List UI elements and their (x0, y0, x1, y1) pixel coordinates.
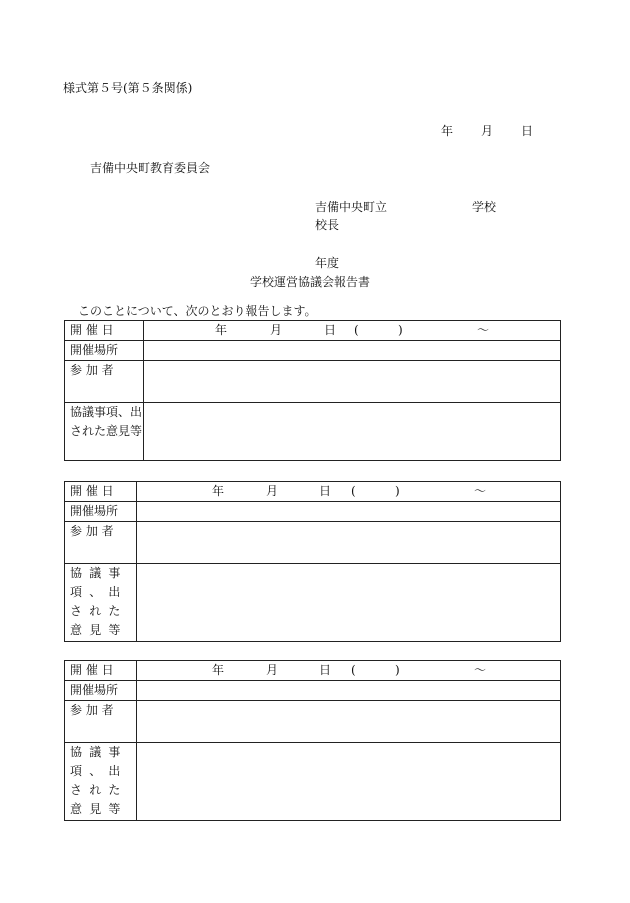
matters-cell (144, 403, 561, 461)
paren-close: ) (398, 323, 403, 337)
title-year: 年度 (315, 256, 340, 270)
date-month: 月 (266, 484, 279, 498)
place-cell (137, 681, 561, 701)
paren-open: ( (354, 323, 359, 337)
paren-open: ( (351, 663, 356, 677)
paren-open: ( (351, 484, 356, 498)
label-date: 開 催 日 (65, 321, 144, 341)
sender-org: 吉備中央町立 (315, 200, 388, 214)
label-place: 開催場所 (65, 341, 144, 361)
date-cell (144, 321, 561, 341)
paren-close: ) (395, 663, 400, 677)
addressee: 吉備中央町教育委員会 (90, 161, 211, 175)
tilde: ～ (474, 663, 487, 677)
sender-school: 学校 (472, 200, 497, 214)
label-matters: 協議事項、出された意見等 (65, 743, 137, 821)
date-day: 日 (319, 663, 332, 677)
page-title: 学校運営協議会報告書 (250, 275, 371, 289)
participants-cell (144, 361, 561, 403)
date-month-label: 月 (481, 124, 494, 138)
tilde: ～ (474, 484, 487, 498)
label-date: 開 催 日 (65, 661, 137, 681)
date-month: 月 (266, 663, 279, 677)
sender-title: 校長 (315, 218, 340, 232)
place-cell (144, 341, 561, 361)
report-table-2 (64, 481, 561, 642)
label-participants: 参 加 者 (65, 522, 137, 564)
label-matters: 協議事項、出された意見等 (65, 403, 144, 461)
intro-text: このことについて、次のとおり報告します。 (78, 304, 317, 318)
place-cell (137, 502, 561, 522)
label-date: 開 催 日 (65, 482, 137, 502)
date-year: 年 (215, 323, 228, 337)
participants-cell (137, 522, 561, 564)
label-matters: 協議事項、出された意見等 (65, 564, 137, 642)
date-cell (137, 661, 561, 681)
date-day: 日 (324, 323, 337, 337)
label-participants: 参 加 者 (65, 361, 144, 403)
date-month: 月 (270, 323, 283, 337)
report-table-1 (64, 320, 561, 461)
matters-cell (137, 743, 561, 821)
paren-close: ) (395, 484, 400, 498)
date-day-label: 日 (521, 124, 534, 138)
date-year-label: 年 (441, 124, 454, 138)
matters-cell (137, 564, 561, 642)
participants-cell (137, 701, 561, 743)
label-place: 開催場所 (65, 502, 137, 522)
report-table-3 (64, 660, 561, 821)
tilde: ～ (477, 323, 490, 337)
form-number: 様式第５号(第５条関係) (63, 81, 193, 95)
date-year: 年 (212, 663, 225, 677)
label-place: 開催場所 (65, 681, 137, 701)
label-participants: 参 加 者 (65, 701, 137, 743)
date-cell (137, 482, 561, 502)
date-day: 日 (319, 484, 332, 498)
date-year: 年 (212, 484, 225, 498)
